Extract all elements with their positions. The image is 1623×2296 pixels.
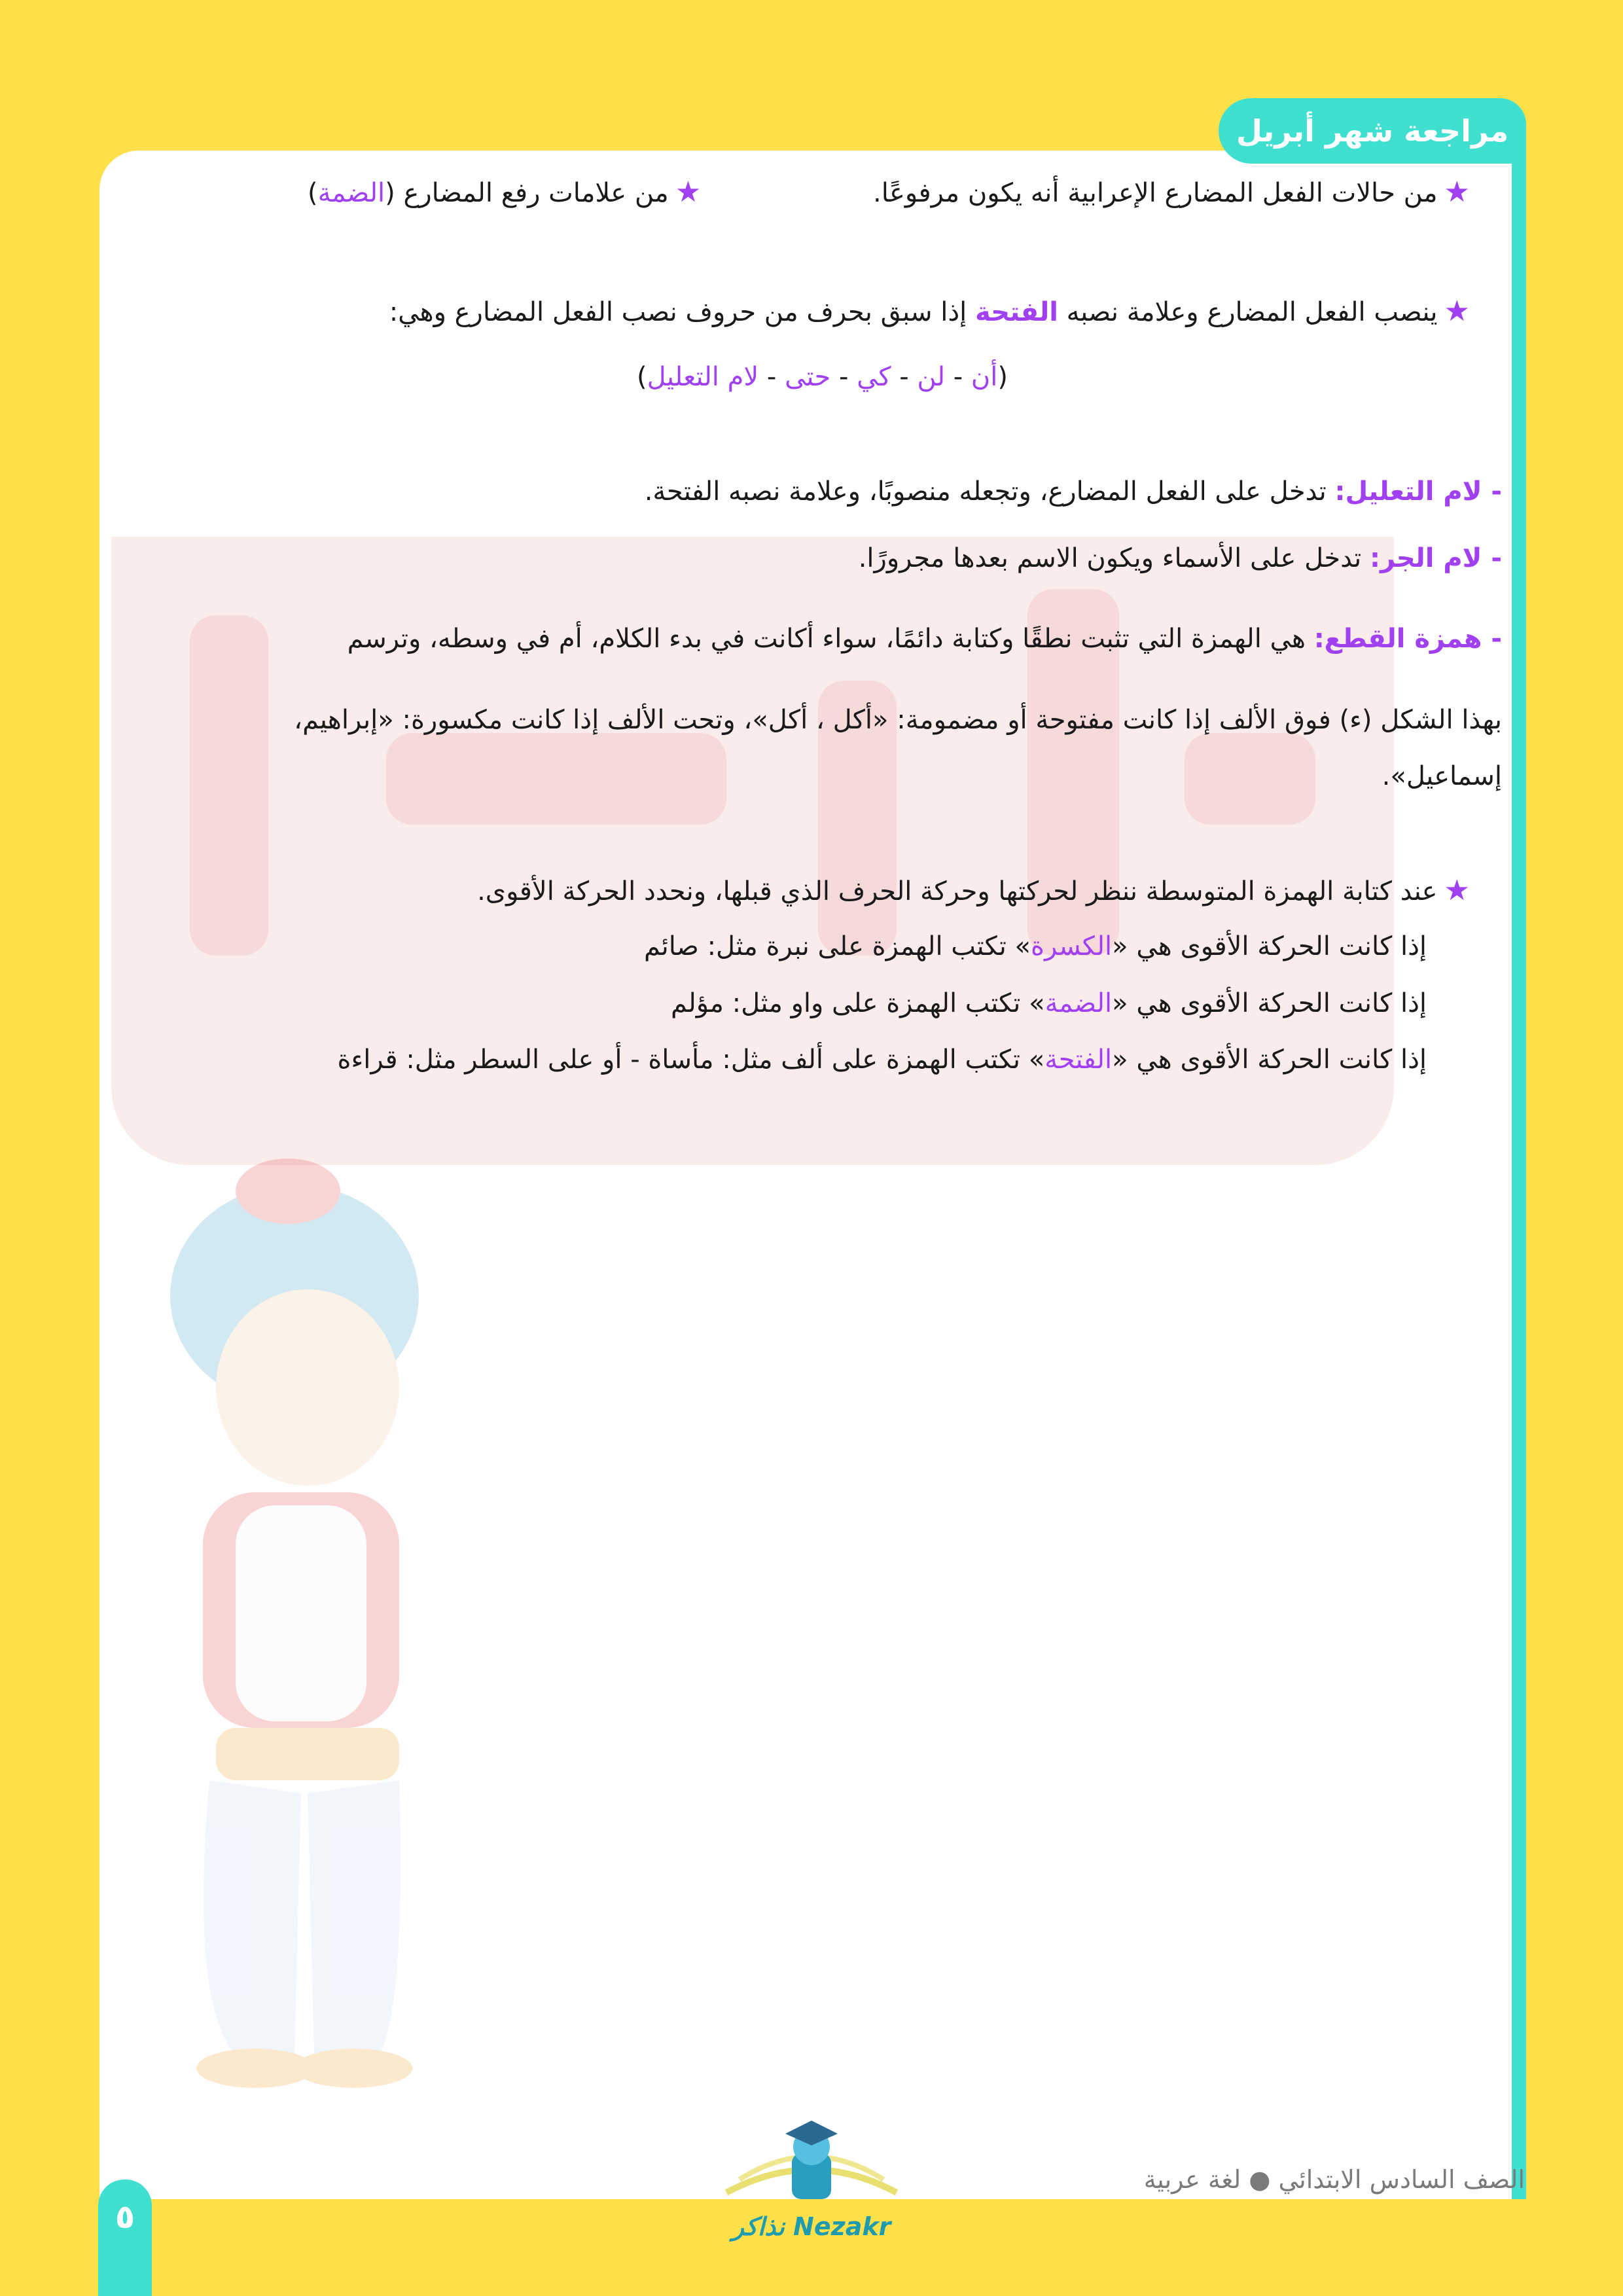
hamza-cont-line1: بهذا الشكل (ء) فوق الألف إذا كانت مفتوحة أو مضمومة: «أكل ، أكل»، وتحت الألف إذا كانت مكسورة: «إبراهيم، [294,705,1502,735]
star-icon: ★ [675,175,702,209]
hamza-rule: إذا كانت الحركة الأقوى هي «الضمة» تكتب الهمزة على واو مثل: مؤلم [670,988,1427,1018]
nasb-particles: (أن - لن - كي - حتى - لام التعليل) [637,362,1008,392]
hamza-rule: إذا كانت الحركة الأقوى هي «الكسرة» تكتب الهمزة على نبرة مثل: صائم [643,931,1427,961]
page-title: مراجعة شهر أبريل [1236,113,1509,149]
fact-left: ★من علامات رفع المضارع (الضمة) [308,175,702,209]
star-icon: ★ [1444,175,1470,209]
page-number: ٥ [115,2198,135,2236]
star-icon: ★ [1444,295,1470,328]
page-number-badge [98,2179,152,2296]
mascot-illustration [131,1152,471,2088]
nasb-rule: ★ينصب الفعل المضارع وعلامة نصبه الفتحة إذا سبق بحرف من حروف نصب الفعل المضارع وهي: [389,295,1470,328]
damma-highlight: الضمة [317,178,385,208]
star-icon: ★ [1444,874,1470,907]
particle-item: لام التعليل [647,362,759,392]
vowel-highlight: الكسرة [1031,931,1113,961]
particle-item: كي [857,362,891,392]
hamza-rule: إذا كانت الحركة الأقوى هي «الفتحة» تكتب الهمزة على ألف مثل: مأساة - أو على السطر مثل: قراءة [337,1045,1427,1075]
fatha-highlight: الفتحة [975,297,1058,327]
vowel-highlight: الفتحة [1044,1045,1113,1075]
paper-edge-accent [1512,151,1526,2199]
particle-item: حتى [785,362,831,392]
definition-lam-taalil: - لام التعليل: تدخل على الفعل المضارع، وتجعله منصوبًا، وعلامة نصبه الفتحة. [644,476,1502,507]
header-tab [1219,98,1526,164]
particle-item: لن [917,362,946,392]
footer-grade: الصف السادس الابتدائي ● لغة عربية [1143,2165,1525,2194]
middle-hamza-intro: ★عند كتابة الهمزة المتوسطة ننظر لحركتها وحركة الحرف الذي قبلها، ونحدد الحركة الأقوى. [477,874,1470,907]
definition-hamzat-qat: - همزة القطع: هي الهمزة التي تثبت نطقًا وكتابة دائمًا، سواء أكانت في بدء الكلام، أم في وسطه، وترسم [347,624,1502,654]
fact-right: ★من حالات الفعل المضارع الإعرابية أنه يكون مرفوعًا. [873,175,1470,209]
hamza-cont-line2: إسماعيل». [1382,761,1502,791]
particle-item: أن [971,362,998,392]
definition-lam-jar: - لام الجر: تدخل على الأسماء ويكون الاسم بعدها مجرورًا. [858,543,1502,573]
vowel-highlight: الضمة [1044,988,1113,1018]
logo-wordmark: نذاكر Nezakr [732,2212,891,2241]
